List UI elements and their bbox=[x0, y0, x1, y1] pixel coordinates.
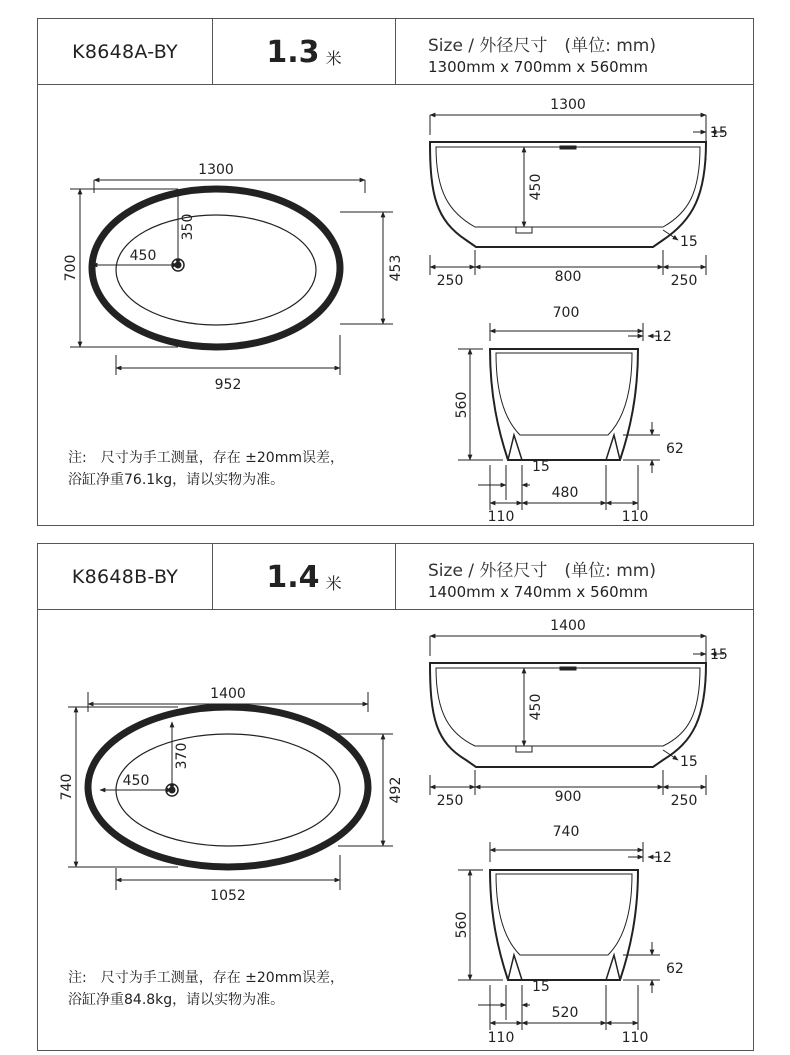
side-right-label: 250 bbox=[670, 793, 698, 809]
end-rim-label: 12 bbox=[654, 850, 672, 866]
side-length-label: 1300 bbox=[550, 97, 586, 113]
inner-width-label: 492 bbox=[388, 776, 404, 804]
side-depth-label: 450 bbox=[528, 173, 544, 201]
note-line-1: 注: 尺寸为手工测量，存在 ±20mm误差， bbox=[68, 450, 344, 466]
dimension-values: 1400mm x 740mm x 560mm bbox=[428, 583, 648, 601]
top-view bbox=[68, 692, 393, 890]
end-height-label: 560 bbox=[454, 911, 470, 939]
size-cell bbox=[213, 19, 396, 85]
product-card-k8648b bbox=[37, 543, 754, 1051]
end-left-label: 110 bbox=[487, 509, 515, 525]
end-height-label: 560 bbox=[454, 391, 470, 419]
size-cell bbox=[213, 544, 396, 610]
side-mid-label: 900 bbox=[554, 789, 582, 805]
dimension-cell bbox=[396, 19, 755, 85]
drain-y-label: 350 bbox=[180, 213, 196, 241]
size-value: 1.3 bbox=[266, 34, 320, 70]
spec-header bbox=[38, 544, 753, 610]
top-view bbox=[70, 180, 393, 375]
top-width-label: 740 bbox=[59, 773, 75, 801]
dimension-label: Size / 外径尺寸 (单位: mm) bbox=[428, 561, 656, 581]
end-right-label: 110 bbox=[621, 509, 649, 525]
side-left-label: 250 bbox=[436, 793, 464, 809]
end-foot-gap-label: 15 bbox=[532, 979, 550, 995]
side-left-label: 250 bbox=[436, 273, 464, 289]
end-foot-height-label: 62 bbox=[666, 441, 684, 457]
side-depth-label: 450 bbox=[528, 693, 544, 721]
drain-y-label: 370 bbox=[174, 742, 190, 770]
dimension-values: 1300mm x 700mm x 560mm bbox=[428, 58, 648, 76]
measurement-note bbox=[68, 967, 344, 1011]
note-line-2: 浴缸净重84.8kg，请以实物为准。 bbox=[68, 992, 285, 1008]
model-number: K8648B-BY bbox=[38, 544, 213, 610]
model-number: K8648A-BY bbox=[38, 19, 213, 85]
end-view bbox=[458, 842, 660, 1030]
end-mid-label: 520 bbox=[551, 1005, 579, 1021]
end-left-label: 110 bbox=[487, 1030, 515, 1046]
end-right-label: 110 bbox=[621, 1030, 649, 1046]
size-value: 1.4 bbox=[266, 559, 320, 595]
side-length-label: 1400 bbox=[550, 618, 586, 634]
inner-width-label: 453 bbox=[388, 254, 404, 282]
end-width-label: 740 bbox=[552, 824, 580, 840]
end-foot-height-label: 62 bbox=[666, 961, 684, 977]
inner-length-label: 1052 bbox=[210, 888, 246, 904]
side-rim-label: 15 bbox=[710, 647, 728, 663]
dimension-label: Size / 外径尺寸 (单位: mm) bbox=[428, 36, 656, 56]
size-unit: 米 bbox=[325, 48, 342, 68]
side-rim-label: 15 bbox=[710, 125, 728, 141]
side-foot-gap-label: 15 bbox=[680, 754, 698, 770]
note-line-2: 浴缸净重76.1kg，请以实物为准。 bbox=[68, 472, 285, 488]
spec-header bbox=[38, 19, 753, 85]
side-view bbox=[430, 636, 724, 795]
dimension-cell bbox=[396, 544, 755, 610]
side-mid-label: 800 bbox=[554, 269, 582, 285]
side-foot-gap-label: 15 bbox=[680, 234, 698, 250]
size-unit: 米 bbox=[325, 573, 342, 593]
side-view bbox=[430, 115, 724, 275]
drain-x-label: 450 bbox=[122, 773, 150, 789]
inner-length-label: 952 bbox=[214, 377, 242, 393]
end-rim-label: 12 bbox=[654, 329, 672, 345]
end-width-label: 700 bbox=[552, 305, 580, 321]
top-length-label: 1400 bbox=[210, 686, 246, 702]
top-length-label: 1300 bbox=[198, 162, 234, 178]
end-view bbox=[458, 323, 660, 510]
product-card-k8648a bbox=[37, 18, 754, 526]
measurement-note bbox=[68, 447, 344, 491]
drain-x-label: 450 bbox=[129, 248, 157, 264]
end-mid-label: 480 bbox=[551, 485, 579, 501]
top-width-label: 700 bbox=[63, 254, 79, 282]
end-foot-gap-label: 15 bbox=[532, 459, 550, 475]
note-line-1: 注: 尺寸为手工测量，存在 ±20mm误差， bbox=[68, 970, 344, 986]
side-right-label: 250 bbox=[670, 273, 698, 289]
